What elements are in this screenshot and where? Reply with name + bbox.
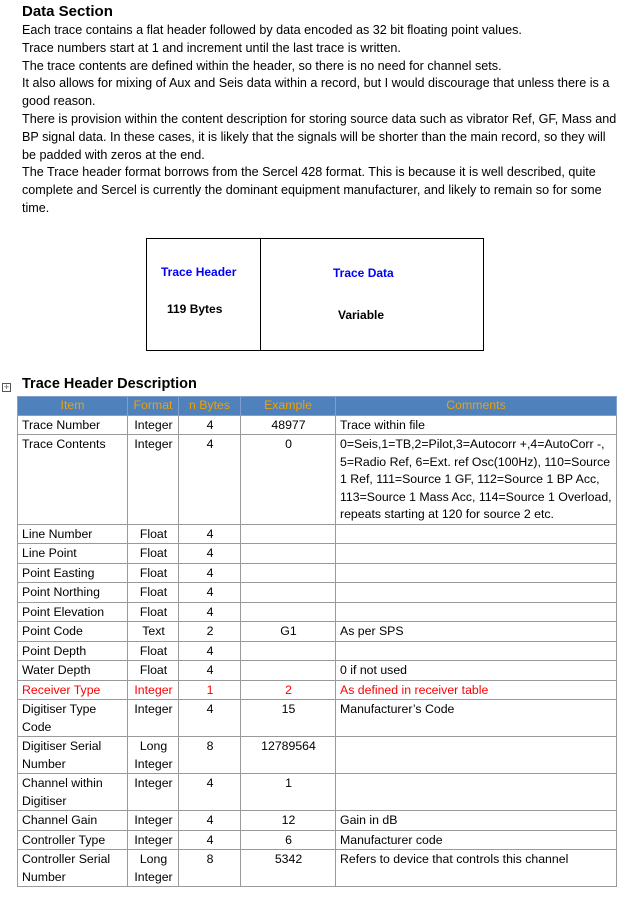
cell-bytes: 4: [179, 583, 241, 603]
section-title: Data Section: [22, 3, 113, 20]
cell-bytes: 4: [179, 435, 241, 525]
cell-format: Integer: [128, 811, 179, 831]
cell-item: Receiver Type: [18, 680, 128, 700]
cell-bytes: 1: [179, 680, 241, 700]
cell-format: Float: [128, 563, 179, 583]
cell-item: Line Number: [18, 524, 128, 544]
cell-comment: Trace within file: [336, 415, 617, 435]
cell-bytes: 4: [179, 415, 241, 435]
table-header-row: [18, 397, 617, 416]
table-row: [18, 583, 617, 603]
trace-data-size: Variable: [338, 308, 385, 322]
column-header-item: Item: [18, 397, 128, 416]
table-row: [18, 661, 617, 681]
cell-item: Controller Type: [18, 830, 128, 850]
column-header-comments: Comments: [336, 397, 617, 416]
cell-item: Trace Number: [18, 415, 128, 435]
table-row: [18, 524, 617, 544]
cell-comment: [336, 641, 617, 661]
table-row: [18, 602, 617, 622]
table-row: [18, 622, 617, 642]
table-row: [18, 737, 617, 774]
table-row: [18, 680, 617, 700]
cell-item: Line Point: [18, 544, 128, 564]
cell-item: Channel within Digitiser: [18, 774, 128, 811]
cell-example: 12: [241, 811, 336, 831]
cell-comment: [336, 583, 617, 603]
cell-example: 48977: [241, 415, 336, 435]
cell-bytes: 4: [179, 700, 241, 737]
trace-data-box: [261, 239, 483, 350]
paragraph: Each trace contains a flat header followed by data encoded as 32 bit floating point values.: [22, 23, 522, 37]
cell-comment: Manufacturer’s Code: [336, 700, 617, 737]
cell-format: Long Integer: [128, 850, 179, 887]
cell-bytes: 4: [179, 811, 241, 831]
cell-item: Point Depth: [18, 641, 128, 661]
cell-example: [241, 583, 336, 603]
cell-item: Point Elevation: [18, 602, 128, 622]
cell-format: Integer: [128, 680, 179, 700]
cell-format: Integer: [128, 435, 179, 525]
cell-comment: [336, 774, 617, 811]
cell-item: Channel Gain: [18, 811, 128, 831]
paragraph: There is provision within the content description for storing source data such as vibrator Ref, GF, Mass and BP signal data. In these cases, it is likely that the signals will be shorter than the main record, so they will be padded with zeros at the end.: [22, 111, 617, 162]
cell-bytes: 4: [179, 830, 241, 850]
column-header-bytes: n Bytes: [179, 397, 241, 416]
cell-format: Text: [128, 622, 179, 642]
cell-item: Point Easting: [18, 563, 128, 583]
table-row: [18, 641, 617, 661]
cell-item: Trace Contents: [18, 435, 128, 525]
cell-format: Float: [128, 544, 179, 564]
cell-item: Water Depth: [18, 661, 128, 681]
cell-bytes: 4: [179, 641, 241, 661]
cell-example: 2: [241, 680, 336, 700]
cell-comment: 0 if not used: [336, 661, 617, 681]
table-title: Trace Header Description: [22, 376, 197, 392]
cell-bytes: 4: [179, 774, 241, 811]
cell-example: 1: [241, 774, 336, 811]
trace-header-table: [17, 396, 617, 887]
table-row: [18, 811, 617, 831]
cell-format: Integer: [128, 830, 179, 850]
cell-example: [241, 602, 336, 622]
cell-example: 12789564: [241, 737, 336, 774]
cell-format: Integer: [128, 774, 179, 811]
column-header-format: Format: [128, 397, 179, 416]
cell-format: Integer: [128, 415, 179, 435]
trace-header-label: Trace Header: [161, 265, 237, 279]
cell-comment: 0=Seis,1=TB,2=Pilot,3=Autocorr +,4=AutoCorr -, 5=Radio Ref, 6=Ext. ref Osc(100Hz), 110=Source 1 Ref, 111=Source 1 GF, 112=Source 1 BP Acc, 113=Source 1 Mass Acc, 114=Source 1 Overload, repeats starting at 120 for source 2 etc.: [336, 435, 617, 525]
table-row: [18, 563, 617, 583]
cell-format: Long Integer: [128, 737, 179, 774]
table-row: [18, 435, 617, 525]
cell-bytes: 2: [179, 622, 241, 642]
table-row: [18, 850, 617, 887]
paragraph: The Trace header format borrows from the Sercel 428 format. This is because it is well described, quite complete and Sercel is currently the dominant equipment manufacturer, and likely to remain so for some time.: [22, 165, 602, 215]
table-row: [18, 774, 617, 811]
cell-item: Digitiser Serial Number: [18, 737, 128, 774]
cell-example: 5342: [241, 850, 336, 887]
cell-bytes: 4: [179, 524, 241, 544]
cell-comment: Gain in dB: [336, 811, 617, 831]
column-header-example: Example: [241, 397, 336, 416]
trace-layout-diagram: [146, 238, 484, 351]
cell-comment: [336, 737, 617, 774]
paragraph: The trace contents are defined within the header, so there is no need for channel sets.: [22, 58, 502, 73]
cell-format: Float: [128, 583, 179, 603]
body-text: [22, 22, 622, 218]
cell-example: G1: [241, 622, 336, 642]
cell-format: Float: [128, 661, 179, 681]
trace-header-box: [147, 239, 261, 350]
paragraph: It also allows for mixing of Aux and Seis data within a record, but I would discourage that unless there is a good reason.: [22, 76, 610, 109]
cell-comment: [336, 524, 617, 544]
cell-bytes: 4: [179, 661, 241, 681]
paragraph: Trace numbers start at 1 and increment until the last trace is written.: [22, 40, 401, 55]
table-row: [18, 700, 617, 737]
cell-example: [241, 544, 336, 564]
cell-example: [241, 661, 336, 681]
table-move-handle-icon[interactable]: +: [3, 382, 10, 392]
cell-format: Float: [128, 524, 179, 544]
cell-format: Float: [128, 641, 179, 661]
cell-example: 0: [241, 435, 336, 525]
cell-comment: As per SPS: [336, 622, 617, 642]
table-row: [18, 415, 617, 435]
cell-example: [241, 563, 336, 583]
table-row: [18, 544, 617, 564]
cell-example: 15: [241, 700, 336, 737]
table-row: [18, 830, 617, 850]
cell-comment: Manufacturer code: [336, 830, 617, 850]
cell-item: Controller Serial Number: [18, 850, 128, 887]
cell-bytes: 8: [179, 737, 241, 774]
trace-header-size: 119 Bytes: [167, 302, 223, 316]
cell-example: [241, 524, 336, 544]
cell-comment: Refers to device that controls this channel: [336, 850, 617, 887]
cell-item: Point Code: [18, 622, 128, 642]
cell-comment: [336, 563, 617, 583]
trace-data-label: Trace Data: [333, 266, 394, 280]
cell-bytes: 4: [179, 544, 241, 564]
cell-bytes: 4: [179, 602, 241, 622]
cell-item: Point Northing: [18, 583, 128, 603]
cell-bytes: 4: [179, 563, 241, 583]
cell-item: Digitiser Type Code: [18, 700, 128, 737]
cell-comment: As defined in receiver table: [336, 680, 617, 700]
cell-comment: [336, 602, 617, 622]
cell-example: 6: [241, 830, 336, 850]
cell-comment: [336, 544, 617, 564]
cell-bytes: 8: [179, 850, 241, 887]
cell-example: [241, 641, 336, 661]
cell-format: Integer: [128, 700, 179, 737]
cell-format: Float: [128, 602, 179, 622]
